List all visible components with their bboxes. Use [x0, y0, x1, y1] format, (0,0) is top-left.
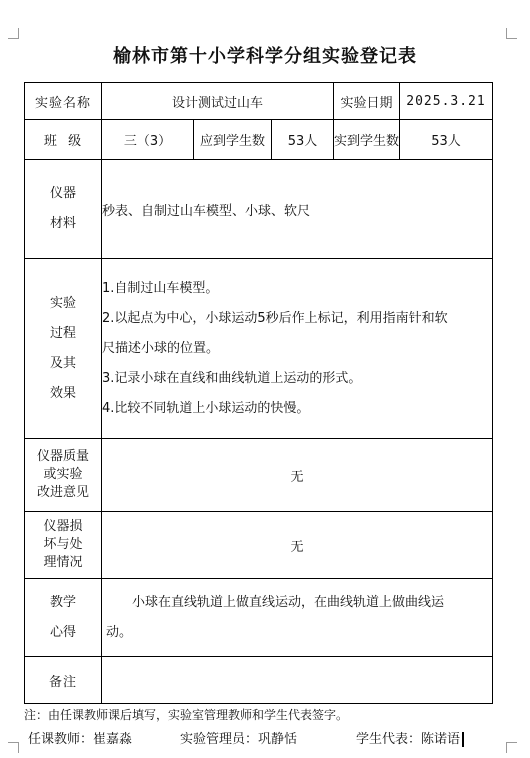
row-class: [25, 120, 493, 160]
process-step: 2.以起点为中心，小球运动5秒后作上标记，利用指南针和软: [102, 310, 448, 326]
value-actual-students[interactable]: 53人: [400, 120, 493, 160]
label-remarks: 备注: [25, 657, 102, 704]
label-quality-line: 或实验: [43, 467, 83, 482]
label-reflection-line: 教学: [49, 594, 76, 610]
label-quality-line: 仪器质量: [36, 449, 89, 464]
label-damage-line: 坏与处: [43, 537, 83, 552]
label-process-line: 及其: [49, 355, 76, 371]
label-experiment-name: 实验名称: [25, 83, 102, 120]
label-damage-line: 仪器损: [43, 519, 83, 534]
value-materials[interactable]: 秒表、自制过山车模型、小球、软尺: [102, 160, 493, 259]
value-process[interactable]: [102, 259, 493, 439]
label-reflection: [25, 579, 102, 657]
reflection-line: 动。: [106, 624, 133, 640]
row-damage: [25, 512, 493, 579]
label-quality: [25, 439, 102, 512]
row-remarks: [25, 657, 493, 704]
process-step: 3.记录小球在直线和曲线轨道上运动的形式。: [102, 370, 362, 386]
value-reflection[interactable]: [102, 579, 493, 657]
label-expected-students: 应到学生数: [194, 120, 272, 160]
value-quality[interactable]: 无: [102, 439, 493, 512]
document-title: 榆林市第十小学科学分组实验登记表: [113, 46, 417, 67]
label-materials: [25, 160, 102, 259]
label-process-line: 效果: [49, 385, 76, 401]
label-quality-line: 改进意见: [36, 485, 89, 500]
row-experiment-name: [25, 83, 493, 120]
crop-mark-bottom-left: [8, 742, 19, 753]
process-step: 1.自制过山车模型。: [102, 280, 219, 296]
label-experiment-date: 实验日期: [334, 83, 400, 120]
label-actual-students: 实到学生数: [334, 120, 400, 160]
crop-mark-bottom-right: [506, 742, 517, 753]
label-reflection-line: 心得: [49, 624, 76, 640]
registration-table: [24, 82, 493, 704]
row-materials: [25, 160, 493, 259]
label-materials-line: 材料: [49, 216, 76, 231]
label-process: [25, 259, 102, 439]
label-damage: [25, 512, 102, 579]
label-damage-line: 理情况: [43, 555, 83, 570]
value-damage[interactable]: 无: [102, 512, 493, 579]
student-rep-text: 学生代表：陈诺语: [356, 732, 461, 747]
label-class: 班 级: [25, 120, 102, 160]
text-cursor: [462, 732, 464, 747]
teacher-signature: 任课教师：崔嘉淼: [28, 732, 133, 747]
crop-mark-top-left: [8, 28, 19, 39]
value-experiment-date[interactable]: 2025.3.21: [400, 83, 493, 120]
value-expected-students[interactable]: 53人: [272, 120, 334, 160]
process-step: 4.比较不同轨道上小球运动的快慢。: [102, 400, 310, 416]
value-remarks[interactable]: [102, 657, 493, 704]
value-experiment-name[interactable]: 设计测试过山车: [102, 83, 334, 120]
label-process-line: 实验: [49, 295, 76, 311]
lab-manager-signature: 实验管理员：巩静恬: [180, 732, 298, 747]
label-process-line: 过程: [49, 325, 76, 341]
row-reflection: [25, 579, 493, 657]
crop-mark-top-right: [506, 28, 517, 39]
student-rep-signature[interactable]: [356, 728, 464, 747]
reflection-line: 小球在直线轨道上做直线运动，在曲线轨道上做曲线运: [132, 594, 445, 610]
footer-note: 注：由任课教师课后填写，实验室管理教师和学生代表签字。: [24, 708, 349, 722]
process-step: 尺描述小球的位置。: [102, 340, 220, 356]
label-materials-line: 仪器: [49, 186, 76, 201]
value-class[interactable]: 三（3）: [102, 120, 194, 160]
row-quality: [25, 439, 493, 512]
row-process: [25, 259, 493, 439]
